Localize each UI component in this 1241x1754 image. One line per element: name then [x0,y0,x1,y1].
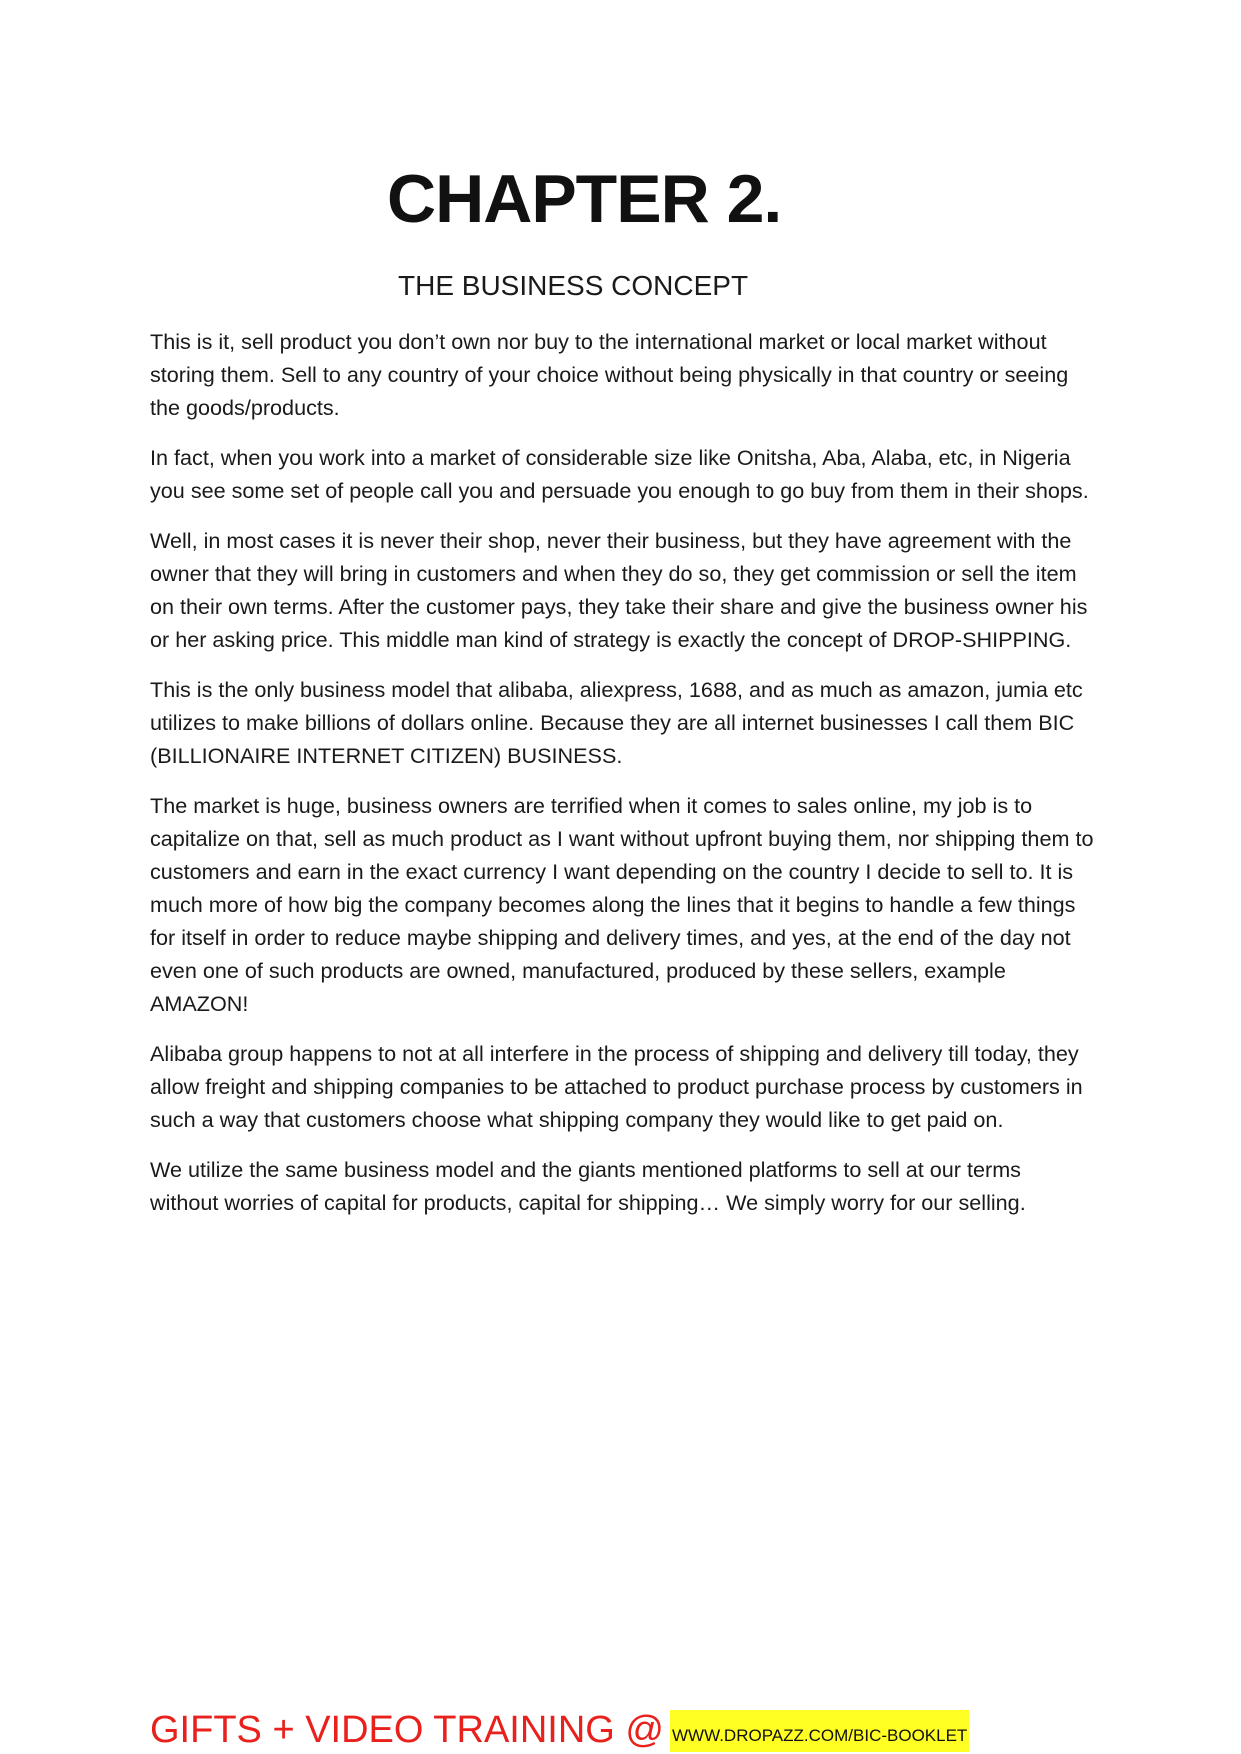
chapter-subtitle: THE BUSINESS CONCEPT [398,270,749,301]
body-paragraph-3: Well, in most cases it is never their shop, never their business, but they have agreement with the owner that they will bring in customers and when they do so, they get commission or sell the item on their own terms. After the customer pays, they take their share and give the business owner his or her asking price. This middle man kind of strategy is exactly the concept of DROP-SHIPPING. [150,528,1088,652]
body-paragraph-1: This is it, sell product you don’t own nor buy to the international market or local market without storing them. Sell to any country of your choice without being physically in that country or seeing the goods/products. [150,329,1069,420]
promo-text: GIFTS + VIDEO TRAINING @ [150,1709,665,1751]
body-paragraph-4: This is the only business model that alibaba, aliexpress, 1688, and as much as amazon, jumia etc utilizes to make billions of dollars online. Because they are all internet businesses I call them BIC (BILLIONAIRE INTERNET CITIZEN) BUSINESS. [150,677,1083,768]
chapter-title: CHAPTER 2. [387,161,782,237]
chapter-body [150,325,1095,1236]
body-paragraph-2: In fact, when you work into a market of considerable size like Onitsha, Aba, Alaba, etc, in Nigeria you see some set of people call you and persuade you enough to go buy from them in their shops. [150,445,1089,503]
body-paragraph-5: The market is huge, business owners are terrified when it comes to sales online, my job is to capitalize on that, sell as much product as I want without upfront buying them, nor shipping them to customers and earn in the exact currency I want depending on the country I decide to sell to. It is much more of how big the company becomes along the lines that it begins to handle a few things for itself in order to reduce maybe shipping and delivery times, and yes, at the end of the day not even one of such products are owned, manufactured, produced by these sellers, example AMAZON! [150,793,1094,1016]
body-paragraph-6: Alibaba group happens to not at all interfere in the process of shipping and delivery till today, they allow freight and shipping companies to be attached to product purchase process by customers in such a way that customers choose what shipping company they would like to get paid on. [150,1041,1083,1132]
booklet-link[interactable]: WWW.DROPAZZ.COM/BIC-BOOKLET [670,1710,969,1752]
body-paragraph-7: We utilize the same business model and the giants mentioned platforms to sell at our terms without worries of capital for products, capital for shipping… We simply worry for our selling. [150,1157,1026,1215]
promo-footer [150,1708,969,1752]
